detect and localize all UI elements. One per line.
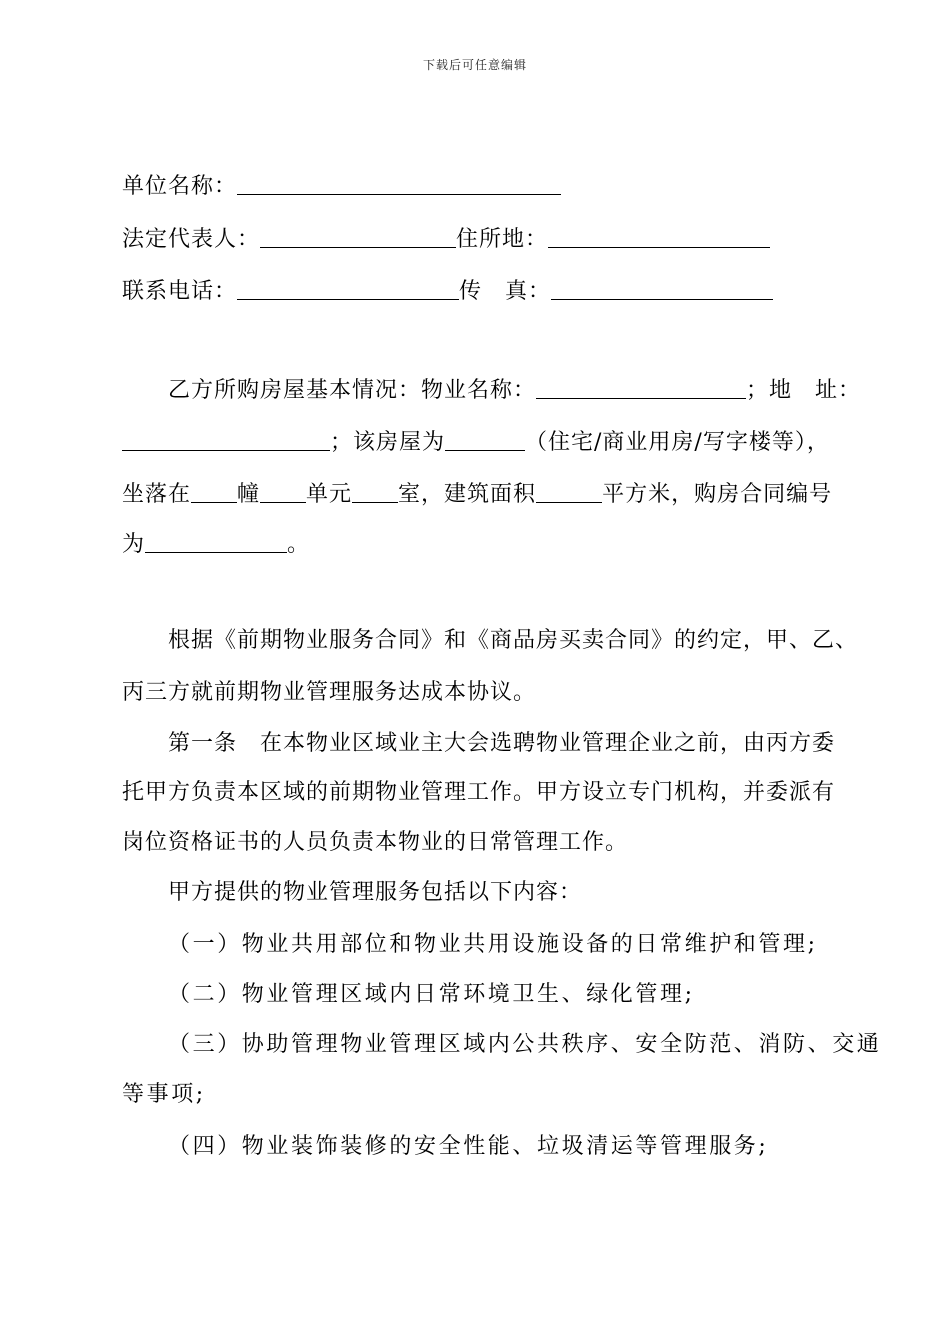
fax-blank[interactable] <box>551 277 773 300</box>
building-text: 幢 <box>237 482 261 507</box>
property-name-blank[interactable] <box>536 376 746 399</box>
phone-row <box>122 277 773 307</box>
article-1-line-3: 岗位资格证书的人员负责本物业的日常管理工作。 <box>122 830 629 855</box>
contract-no-suffix: 。 <box>287 532 311 557</box>
house-type-prefix: ；该房屋为 <box>330 430 446 455</box>
article-1-line-2: 托甲方负责本区域的前期物业管理工作。甲方设立专门机构，并委派有 <box>122 780 836 805</box>
legal-rep-label: 法定代表人： <box>122 227 261 252</box>
house-type-blank[interactable] <box>445 428 525 451</box>
house-info-line-1 <box>168 376 861 406</box>
unit-name-row <box>122 172 561 202</box>
unit-text: 单元 <box>306 482 353 507</box>
service-item-4: （四）物业装饰装修的安全性能、垃圾清运等管理服务; <box>168 1134 769 1159</box>
house-info-line-2 <box>122 428 830 458</box>
unit-no-blank[interactable] <box>260 480 306 503</box>
unit-name-blank[interactable] <box>237 172 561 195</box>
service-item-3-line-1: （三）协助管理物业管理区域内公共秩序、安全防范、消防、交通 <box>168 1032 882 1057</box>
house-address-blank[interactable] <box>122 428 330 451</box>
basis-paragraph-line-2: 丙三方就前期物业管理服务达成本协议。 <box>122 680 537 705</box>
service-item-1: （一）物业共用部位和物业共用设施设备的日常维护和管理; <box>168 932 818 957</box>
legal-rep-blank[interactable] <box>260 225 456 248</box>
house-info-line-4 <box>122 530 310 560</box>
service-item-2: （二）物业管理区域内日常环境卫生、绿化管理; <box>168 982 695 1007</box>
fax-label: 传 真： <box>459 279 552 304</box>
area-blank[interactable] <box>536 480 602 503</box>
room-area-text: 室，建筑面积 <box>398 482 537 507</box>
contract-no-blank[interactable] <box>145 530 287 553</box>
download-note: 下载后可任意编辑 <box>422 58 527 72</box>
service-item-3-line-2: 等事项; <box>122 1082 206 1107</box>
legal-rep-row <box>122 225 770 255</box>
room-no-blank[interactable] <box>352 480 398 503</box>
address-label: 住所地： <box>456 227 549 252</box>
located-at-text: 坐落在 <box>122 482 192 507</box>
article-1-line-1: 第一条 在本物业区域业主大会选聘物业管理企业之前，由丙方委 <box>168 731 836 756</box>
unit-name-label: 单位名称： <box>122 174 238 199</box>
area-suffix-text: 平方米，购房合同编号 <box>602 482 833 507</box>
house-info-line-3 <box>122 480 832 510</box>
phone-label: 联系电话： <box>122 279 238 304</box>
building-no-blank[interactable] <box>191 480 237 503</box>
phone-blank[interactable] <box>237 277 459 300</box>
house-intro-text: 乙方所购房屋基本情况：物业名称： <box>168 378 537 403</box>
services-intro: 甲方提供的物业管理服务包括以下内容： <box>168 880 583 905</box>
house-type-suffix: （住宅/商业用房/写字楼等）， <box>525 430 830 455</box>
contract-no-prefix: 为 <box>122 532 146 557</box>
address-sep-text: ；地 址： <box>746 378 862 403</box>
address-blank[interactable] <box>548 225 770 248</box>
basis-paragraph-line-1: 根据《前期物业服务合同》和《商品房买卖合同》的约定，甲、乙、 <box>168 628 859 653</box>
